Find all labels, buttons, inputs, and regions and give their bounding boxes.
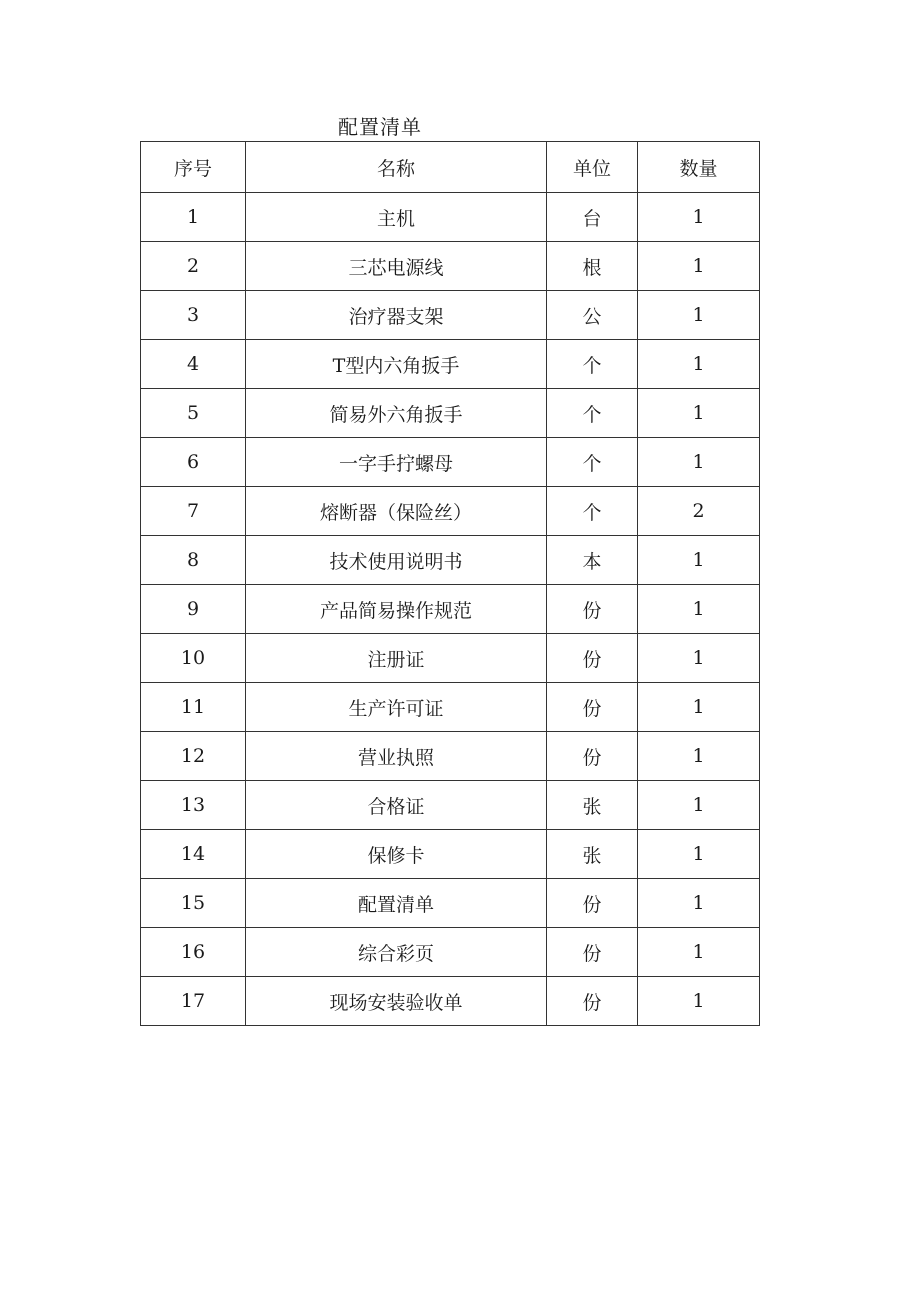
cell-qty: 1	[638, 732, 760, 781]
table-row	[141, 732, 760, 781]
cell-no: 13	[141, 781, 246, 830]
cell-qty: 2	[638, 487, 760, 536]
cell-unit: 台	[547, 193, 638, 242]
document-title: 配置清单	[338, 115, 422, 139]
cell-qty: 1	[638, 389, 760, 438]
cell-unit: 份	[547, 585, 638, 634]
cell-name: 熔断器（保险丝）	[246, 487, 547, 536]
cell-unit: 份	[547, 732, 638, 781]
table-row	[141, 634, 760, 683]
cell-qty: 1	[638, 977, 760, 1026]
cell-qty: 1	[638, 536, 760, 585]
cell-qty: 1	[638, 683, 760, 732]
table-row	[141, 536, 760, 585]
cell-name: 治疗器支架	[246, 291, 547, 340]
cell-unit: 公	[547, 291, 638, 340]
header-name: 名称	[246, 142, 547, 193]
cell-unit: 本	[547, 536, 638, 585]
cell-no: 14	[141, 830, 246, 879]
cell-qty: 1	[638, 438, 760, 487]
cell-unit: 个	[547, 438, 638, 487]
cell-unit: 张	[547, 781, 638, 830]
cell-name: 一字手拧螺母	[246, 438, 547, 487]
table-row	[141, 977, 760, 1026]
cell-no: 5	[141, 389, 246, 438]
cell-unit: 份	[547, 634, 638, 683]
cell-no: 1	[141, 193, 246, 242]
header-qty: 数量	[638, 142, 760, 193]
cell-qty: 1	[638, 242, 760, 291]
cell-name: 主机	[246, 193, 547, 242]
cell-unit: 份	[547, 879, 638, 928]
cell-qty: 1	[638, 830, 760, 879]
cell-name: T型内六角扳手	[246, 340, 547, 389]
cell-no: 15	[141, 879, 246, 928]
table-row	[141, 291, 760, 340]
cell-name: 营业执照	[246, 732, 547, 781]
cell-qty: 1	[638, 193, 760, 242]
table-row	[141, 487, 760, 536]
cell-name: 简易外六角扳手	[246, 389, 547, 438]
cell-unit: 根	[547, 242, 638, 291]
cell-name: 技术使用说明书	[246, 536, 547, 585]
cell-qty: 1	[638, 879, 760, 928]
table-row	[141, 340, 760, 389]
cell-name: 保修卡	[246, 830, 547, 879]
cell-no: 7	[141, 487, 246, 536]
cell-unit: 份	[547, 928, 638, 977]
cell-no: 2	[141, 242, 246, 291]
cell-qty: 1	[638, 585, 760, 634]
cell-no: 11	[141, 683, 246, 732]
cell-no: 12	[141, 732, 246, 781]
header-unit: 单位	[547, 142, 638, 193]
cell-unit: 份	[547, 977, 638, 1026]
table-row	[141, 585, 760, 634]
table-row	[141, 928, 760, 977]
configuration-table	[140, 141, 760, 1026]
cell-name: 现场安装验收单	[246, 977, 547, 1026]
table-row	[141, 781, 760, 830]
table-row	[141, 193, 760, 242]
cell-qty: 1	[638, 928, 760, 977]
table-header-row	[141, 142, 760, 193]
cell-name: 配置清单	[246, 879, 547, 928]
cell-unit: 个	[547, 340, 638, 389]
header-no: 序号	[141, 142, 246, 193]
cell-unit: 个	[547, 487, 638, 536]
cell-unit: 张	[547, 830, 638, 879]
cell-unit: 份	[547, 683, 638, 732]
cell-no: 10	[141, 634, 246, 683]
cell-unit: 个	[547, 389, 638, 438]
table-row	[141, 438, 760, 487]
table-row	[141, 389, 760, 438]
table-row	[141, 879, 760, 928]
table-row	[141, 242, 760, 291]
cell-name: 合格证	[246, 781, 547, 830]
cell-name: 三芯电源线	[246, 242, 547, 291]
cell-name: 生产许可证	[246, 683, 547, 732]
cell-no: 3	[141, 291, 246, 340]
table-row	[141, 830, 760, 879]
cell-no: 9	[141, 585, 246, 634]
cell-no: 4	[141, 340, 246, 389]
cell-name: 注册证	[246, 634, 547, 683]
cell-qty: 1	[638, 634, 760, 683]
table-row	[141, 683, 760, 732]
cell-no: 17	[141, 977, 246, 1026]
cell-qty: 1	[638, 291, 760, 340]
cell-no: 8	[141, 536, 246, 585]
cell-qty: 1	[638, 340, 760, 389]
cell-qty: 1	[638, 781, 760, 830]
cell-no: 16	[141, 928, 246, 977]
cell-name: 产品简易操作规范	[246, 585, 547, 634]
cell-name: 综合彩页	[246, 928, 547, 977]
cell-no: 6	[141, 438, 246, 487]
